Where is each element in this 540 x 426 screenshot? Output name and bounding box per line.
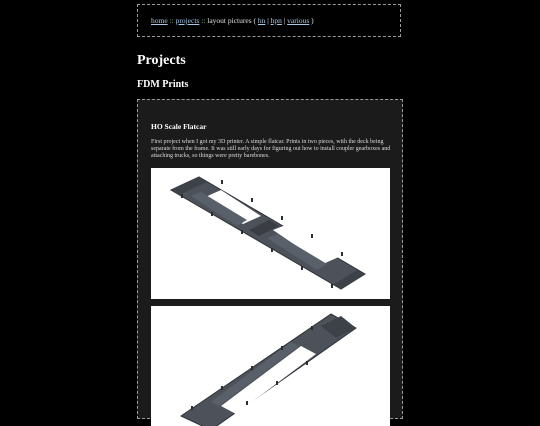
section-title: FDM Prints (137, 79, 189, 90)
project-title: HO Scale Flatcar (151, 122, 207, 131)
current-page-label: layout pictures ( (207, 16, 257, 25)
flatcar-render-image[interactable] (151, 168, 390, 299)
flatcar-deck-model (151, 306, 390, 426)
breadcrumb-separator: :: (201, 16, 206, 25)
home-link[interactable]: home (151, 16, 168, 25)
hpn-link[interactable]: hpn (270, 16, 282, 25)
pipe-separator: | (283, 16, 286, 25)
pipe-separator: | (267, 16, 269, 25)
hn-link[interactable]: hn (257, 16, 266, 25)
breadcrumb (151, 17, 314, 25)
various-link[interactable]: various (287, 16, 310, 25)
project-card (137, 99, 403, 419)
breadcrumb-separator: :: (169, 16, 174, 25)
flatcar-frame-model (151, 168, 390, 299)
flatcar-deck-render-image[interactable] (151, 306, 390, 426)
page-title: Projects (137, 53, 186, 68)
close-paren: ) (311, 16, 314, 25)
projects-link[interactable]: projects (175, 16, 200, 25)
project-description: First project when I got my 3D printer. A simple flatcar. Prints in two pieces, with the deck being separate from the frame. It was still early days for figuring out how to install coupler gearboxes and attaching trucks, so things were pretty barebones. (151, 139, 391, 160)
breadcrumb-box (137, 4, 401, 37)
